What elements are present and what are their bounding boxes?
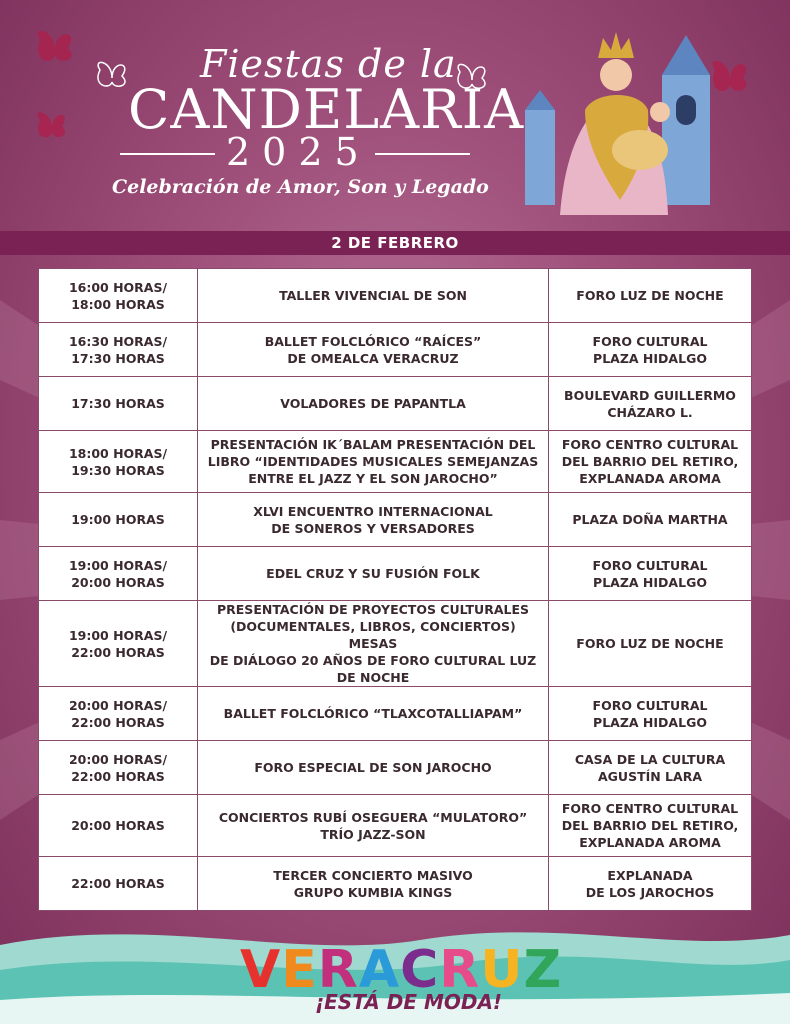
event-cell: BALLET FOLCLÓRICO “TLAXCOTALLIAPAM” <box>198 687 549 741</box>
time-cell: 18:00 HORAS/ 19:30 HORAS <box>39 431 198 493</box>
event-cell: TERCER CONCIERTO MASIVO GRUPO KUMBIA KINGS <box>198 857 549 911</box>
year: 2025 <box>226 130 371 174</box>
table-row <box>39 795 752 857</box>
event-cell: XLVI ENCUENTRO INTERNACIONAL DE SONEROS Y VERSADORES <box>198 493 549 547</box>
virgin-candelaria-icon <box>560 32 670 215</box>
brand-letter: Z <box>523 940 563 1000</box>
time-cell: 19:00 HORAS/ 20:00 HORAS <box>39 547 198 601</box>
event-cell: BALLET FOLCLÓRICO “RAÍCES” DE OMEALCA VERACRUZ <box>198 323 549 377</box>
time-cell: 17:30 HORAS <box>39 377 198 431</box>
event-cell: PRESENTACIÓN IK´BALAM PRESENTACIÓN DEL LIBRO “IDENTIDADES MUSICALES SEMEJANZAS ENTRE EL JAZZ Y EL SON JAROCHO” <box>198 431 549 493</box>
page-title: CANDELARIA <box>128 78 525 141</box>
brand-letter: E <box>281 940 318 1000</box>
table-row <box>39 431 752 493</box>
divider <box>120 153 215 155</box>
place-cell: FORO CULTURAL PLAZA HIDALGO <box>549 323 752 377</box>
place-cell: FORO CULTURAL PLAZA HIDALGO <box>549 547 752 601</box>
event-cell: PRESENTACIÓN DE PROYECTOS CULTURALES (DOCUMENTALES, LIBROS, CONCIERTOS) MESAS DE DIÁLOGO 20 AÑOS DE FORO CULTURAL LUZ DE NOCHE <box>198 601 549 687</box>
table-row <box>39 493 752 547</box>
place-cell: EXPLANADA DE LOS JAROCHOS <box>549 857 752 911</box>
schedule-table <box>38 268 752 911</box>
brand-letter: C <box>400 940 440 1000</box>
time-cell: 19:00 HORAS <box>39 493 198 547</box>
event-cell: VOLADORES DE PAPANTLA <box>198 377 549 431</box>
table-row <box>39 323 752 377</box>
place-cell: FORO CENTRO CULTURAL DEL BARRIO DEL RETIRO, EXPLANADA AROMA <box>549 431 752 493</box>
time-cell: 20:00 HORAS/ 22:00 HORAS <box>39 687 198 741</box>
table-row <box>39 857 752 911</box>
place-cell: CASA DE LA CULTURA AGUSTÍN LARA <box>549 741 752 795</box>
place-cell: FORO LUZ DE NOCHE <box>549 601 752 687</box>
header <box>0 0 790 230</box>
place-cell: BOULEVARD GUILLERMO CHÁZARO L. <box>549 377 752 431</box>
brand-letter: V <box>240 940 282 1000</box>
time-cell: 16:30 HORAS/ 17:30 HORAS <box>39 323 198 377</box>
subtitle: Celebración de Amor, Son y Legado <box>112 176 489 198</box>
place-cell: FORO CULTURAL PLAZA HIDALGO <box>549 687 752 741</box>
time-cell: 22:00 HORAS <box>39 857 198 911</box>
time-cell: 19:00 HORAS/ 22:00 HORAS <box>39 601 198 687</box>
brand-letter: A <box>358 940 401 1000</box>
table-row <box>39 377 752 431</box>
tagline: ¡ESTÁ DE MODA! <box>315 990 503 1014</box>
place-cell: FORO CENTRO CULTURAL DEL BARRIO DEL RETIRO, EXPLANADA AROMA <box>549 795 752 857</box>
table-row <box>39 547 752 601</box>
place-cell: PLAZA DOÑA MARTHA <box>549 493 752 547</box>
time-cell: 20:00 HORAS/ 22:00 HORAS <box>39 741 198 795</box>
event-cell: TALLER VIVENCIAL DE SON <box>198 269 549 323</box>
table-row <box>39 741 752 795</box>
title-top: Fiestas de la <box>200 42 457 86</box>
time-cell: 20:00 HORAS <box>39 795 198 857</box>
table-row <box>39 687 752 741</box>
brand-letter: R <box>317 940 359 1000</box>
table-row <box>39 269 752 323</box>
time-cell: 16:00 HORAS/ 18:00 HORAS <box>39 269 198 323</box>
event-cell: EDEL CRUZ Y SU FUSIÓN FOLK <box>198 547 549 601</box>
event-cell: FORO ESPECIAL DE SON JAROCHO <box>198 741 549 795</box>
brand-letter: U <box>480 940 524 1000</box>
divider <box>375 153 470 155</box>
event-cell: CONCIERTOS RUBÍ OSEGUERA “MULATORO” TRÍO JAZZ-SON <box>198 795 549 857</box>
brand-letter: R <box>439 940 481 1000</box>
date-bar: 2 DE FEBRERO <box>0 231 790 255</box>
table-row <box>39 601 752 687</box>
place-cell: FORO LUZ DE NOCHE <box>549 269 752 323</box>
